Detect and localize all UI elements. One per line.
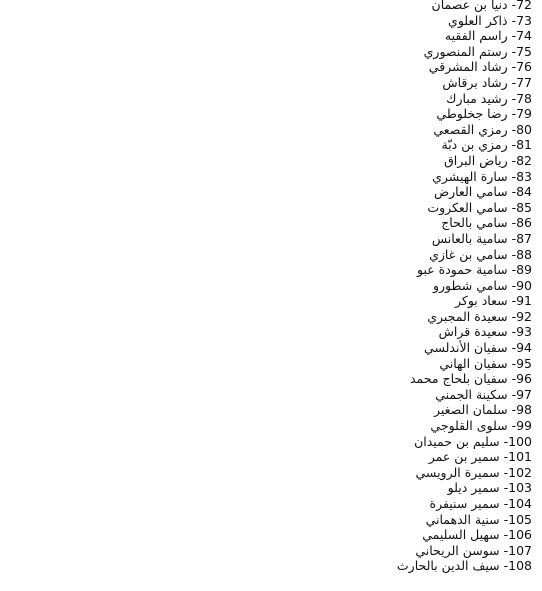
list-item: 102- سميرة الرويسي xyxy=(415,464,532,480)
list-item: 98- سلمان الصغير xyxy=(433,402,532,418)
list-item: 83- سارة الهيشري xyxy=(432,168,532,184)
names-document xyxy=(12,0,532,574)
list-item: 86- سامي بالحاج xyxy=(441,215,532,231)
list-item: 99- سلوى القلوجي xyxy=(430,418,532,434)
list-item: 75- رستم المنصوري xyxy=(423,43,532,59)
list-item: 79- رضا جخلوطي xyxy=(436,106,532,122)
list-item: 78- رشيد مبارك xyxy=(446,90,532,106)
list-item: 105- سنية الدهماني xyxy=(425,511,532,527)
list-item: 90- سامي شطورو xyxy=(432,277,532,293)
list-item: 106- سهيل السليمي xyxy=(422,527,532,543)
list-item: 94- سفيان الأندلسي xyxy=(424,340,532,356)
list-item: 82- رياض البراق xyxy=(444,152,532,168)
names-list xyxy=(12,0,532,574)
list-item: 100- سليم بن حميدان xyxy=(414,433,532,449)
list-item: 77- رشاد برقاش xyxy=(442,74,532,90)
list-item: 72- دنيا بن عصمان xyxy=(431,0,532,12)
list-item: 97- سكينة الجمني xyxy=(435,386,532,402)
list-item: 76- رشاد المشرقي xyxy=(428,59,532,75)
list-item: 85- سامي العكروت xyxy=(427,199,532,215)
list-item: 81- رمزي بن دبّة xyxy=(441,137,532,153)
list-item: 87- سامية بالعانس xyxy=(431,230,532,246)
list-item: 80- رمزي القصعي xyxy=(433,121,532,137)
list-item: 103- سمير ديلو xyxy=(447,480,532,496)
list-item: 88- سامي بن غازي xyxy=(429,246,532,262)
list-item: 107- سوسن الريحاني xyxy=(415,542,532,558)
list-item: 108- سيف الدين بالحارث xyxy=(396,558,532,574)
list-item: 89- سامية حمودة عبو xyxy=(416,262,532,278)
list-item: 93- سعيدة قراش xyxy=(438,324,532,340)
list-item: 91- سعاد بوكر xyxy=(454,293,532,309)
list-item: 101- سمير بن عمر xyxy=(428,449,532,465)
list-item: 74- راسم الفقيه xyxy=(444,28,532,44)
list-item: 95- سفيان الهاني xyxy=(439,355,532,371)
list-item: 73- ذاكر العلوي xyxy=(448,12,532,28)
list-item: 104- سمير سنيفرة xyxy=(429,496,532,511)
list-item: 96- سفيان بلحاج محمد xyxy=(409,371,532,387)
list-item: 92- سعيدة المجبري xyxy=(427,308,532,324)
list-item: 84- سامي العارض xyxy=(433,184,532,200)
